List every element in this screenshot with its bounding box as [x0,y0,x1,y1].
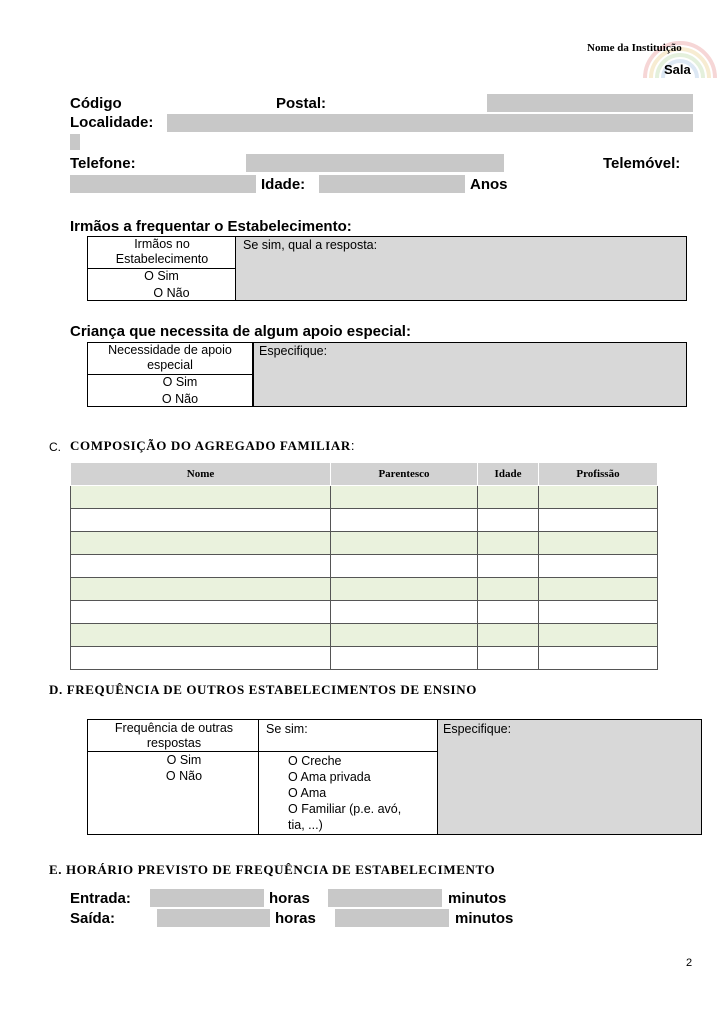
name-cell[interactable] [71,601,331,624]
column-header-age: Idade [478,463,539,486]
age-cell[interactable] [478,555,539,578]
postal-code-label-2: Postal: [276,95,327,112]
name-cell[interactable] [71,647,331,670]
age-cell[interactable] [478,647,539,670]
profession-cell[interactable] [539,624,658,647]
relationship-cell[interactable] [331,624,478,647]
locality-field[interactable] [167,114,693,132]
siblings-yes-option[interactable]: O Sim [144,269,179,283]
table-row [71,601,658,624]
section-d-title: D. FREQUÊNCIA DE OUTROS ESTABELECIMENTOS DE ENSINO [49,682,477,697]
table-row [71,555,658,578]
table-row [71,578,658,601]
room-label: Sala [664,62,691,77]
exit-minutes-label: minutos [455,910,514,927]
phone-field[interactable] [246,154,504,172]
name-cell[interactable] [71,578,331,601]
age-field[interactable] [319,175,465,193]
table-row [71,509,658,532]
entry-minutes-field[interactable] [328,889,442,907]
name-cell[interactable] [71,555,331,578]
section-c-title [70,438,355,454]
name-cell[interactable] [71,509,331,532]
age-cell[interactable] [478,509,539,532]
d-col3-header: Especifique: [443,722,512,736]
d-option-private-childminder[interactable]: O Ama privada [288,770,371,784]
siblings-title: Irmãos a frequentar o Estabelecimento: [70,218,352,235]
d-option-childminder[interactable]: O Ama [288,786,327,800]
d-option-family[interactable]: O Familiar (p.e. avó, [288,802,402,816]
profession-cell[interactable] [539,578,658,601]
special-needs-no-option[interactable]: O Não [161,392,199,406]
profession-cell[interactable] [539,486,658,509]
name-cell[interactable] [71,486,331,509]
d-yes-option[interactable]: O Sim [166,753,202,767]
entry-hours-field[interactable] [150,889,264,907]
postal-code-field[interactable] [487,94,693,112]
family-table [70,462,658,670]
d-col1-header: Frequência de outras respostas [114,721,234,750]
locality-label: Localidade: [70,114,154,131]
special-needs-col2-header: Especifique: [259,344,328,358]
relationship-cell[interactable] [331,647,478,670]
table-row [71,486,658,509]
siblings-col2-header: Se sim, qual a resposta: [243,238,378,252]
section-c-title-colon: : [350,438,356,453]
age-cell[interactable] [478,486,539,509]
exit-minutes-field[interactable] [335,909,449,927]
profession-cell[interactable] [539,647,658,670]
institution-name: Nome da Instituição [587,42,682,54]
age-label: Idade: [261,176,306,193]
postal-code-label-1: Código [70,95,122,112]
special-needs-yes-option[interactable]: O Sim [162,375,198,389]
d-col2-header: Se sim: [266,722,308,736]
profession-cell[interactable] [539,532,658,555]
profession-cell[interactable] [539,555,658,578]
table-row [71,532,658,555]
profession-cell[interactable] [539,509,658,532]
years-label: Anos [470,176,508,193]
table-row [71,647,658,670]
age-cell[interactable] [478,624,539,647]
relationship-cell[interactable] [331,486,478,509]
name-cell[interactable] [71,624,331,647]
entry-hours-label: horas [269,890,310,907]
d-specify-field[interactable] [438,720,701,834]
exit-label: Saída: [70,910,116,927]
special-needs-col1-header: Necessidade de apoio especial [108,343,232,372]
entry-label: Entrada: [70,890,131,907]
table-row [71,624,658,647]
d-no-option[interactable]: O Não [165,769,203,783]
d-option-creche[interactable]: O Creche [288,754,342,768]
special-needs-title: Criança que necessita de algum apoio especial: [70,323,411,340]
section-e-title: E. HORÁRIO PREVISTO DE FREQUÊNCIA DE ESTABELECIMENTO [49,862,496,877]
column-header-profession: Profissão [539,463,658,486]
age-cell[interactable] [478,601,539,624]
d-option-family-continued: tia, ...) [288,818,323,832]
relationship-cell[interactable] [331,601,478,624]
column-header-relationship: Parentesco [331,463,478,486]
siblings-no-option[interactable]: O Não [153,286,190,300]
profession-cell[interactable] [539,601,658,624]
locality-field-continuation[interactable] [70,134,80,150]
name-cell[interactable] [71,532,331,555]
entry-minutes-label: minutos [448,890,507,907]
phone-label: Telefone: [70,155,136,172]
section-c-letter: C. [49,440,61,454]
age-cell[interactable] [478,532,539,555]
mobile-field[interactable] [70,175,256,193]
page-number: 2 [686,957,693,969]
relationship-cell[interactable] [331,509,478,532]
mobile-label: Telemóvel: [603,155,681,172]
siblings-col1-header: Irmãos no Estabelecimento [115,237,209,266]
exit-hours-label: horas [275,910,316,927]
d-header-rule [88,751,437,752]
relationship-cell[interactable] [331,578,478,601]
relationship-cell[interactable] [331,555,478,578]
exit-hours-field[interactable] [157,909,270,927]
family-table-header-row [71,463,658,486]
age-cell[interactable] [478,578,539,601]
section-c-title-text: COMPOSIÇÃO DO AGREGADO FAMILIAR [70,438,351,453]
relationship-cell[interactable] [331,532,478,555]
column-header-name: Nome [71,463,331,486]
